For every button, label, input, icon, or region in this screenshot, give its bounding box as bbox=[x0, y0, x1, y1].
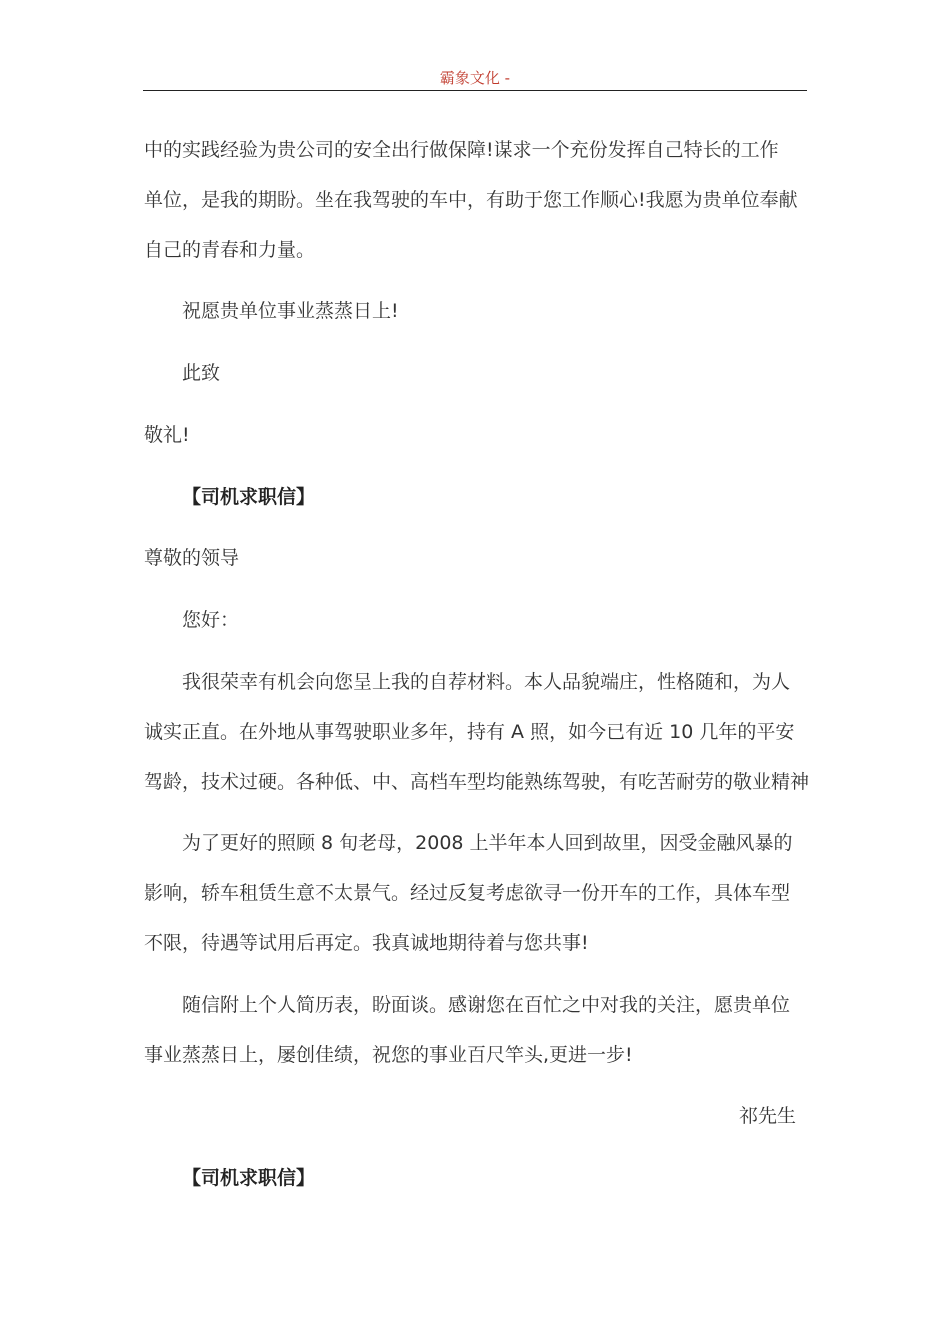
paragraph-3-line-2: 影响，轿车租赁生意不太景气。经过反复考虑欲寻一份开车的工作，具体车型 bbox=[144, 882, 791, 904]
header-title: 霸象文化 - bbox=[439, 69, 511, 87]
paragraph-2-line-2: 诚实正直。在外地从事驾驶职业多年，持有 A 照，如今已有近 10 几年的平安 bbox=[144, 721, 795, 743]
paragraph-3-line-1: 为了更好的照顾 8 旬老母，2008 上半年本人回到故里，因受金融风暴的 bbox=[182, 832, 793, 854]
closing-wish: 祝愿贵单位事业蒸蒸日上! bbox=[182, 300, 399, 322]
section-title-1: 【司机求职信】 bbox=[182, 486, 316, 508]
paragraph-4-line-2: 事业蒸蒸日上，屡创佳绩，祝您的事业百尺竿头,更进一步! bbox=[144, 1044, 633, 1066]
closing-cizhi: 此致 bbox=[182, 362, 221, 384]
greeting: 您好： bbox=[182, 609, 240, 631]
header-divider bbox=[143, 90, 807, 91]
section-title-2: 【司机求职信】 bbox=[182, 1167, 316, 1189]
closing-jingli: 敬礼! bbox=[144, 424, 190, 446]
paragraph-1-line-2: 单位，是我的期盼。坐在我驾驶的车中，有助于您工作顺心!我愿为贵单位奉献 bbox=[144, 189, 798, 211]
paragraph-1-line-1: 中的实践经验为贵公司的安全出行做保障!谋求一个充份发挥自己特长的工作 bbox=[144, 139, 779, 161]
paragraph-2-line-1: 我很荣幸有机会向您呈上我的自荐材料。本人品貌端庄，性格随和，为人 bbox=[182, 671, 791, 693]
paragraph-3-line-3: 不限，待遇等试用后再定。我真诚地期待着与您共事! bbox=[144, 932, 589, 954]
salutation: 尊敬的领导 bbox=[144, 547, 240, 569]
paragraph-1-line-3: 自己的青春和力量。 bbox=[144, 239, 316, 261]
paragraph-4-line-1: 随信附上个人简历表，盼面谈。感谢您在百忙之中对我的关注，愿贵单位 bbox=[182, 994, 791, 1016]
paragraph-2-line-3: 驾龄，技术过硬。各种低、中、高档车型均能熟练驾驶，有吃苦耐劳的敬业精神 bbox=[144, 771, 810, 793]
signature: 祁先生 bbox=[738, 1105, 796, 1127]
